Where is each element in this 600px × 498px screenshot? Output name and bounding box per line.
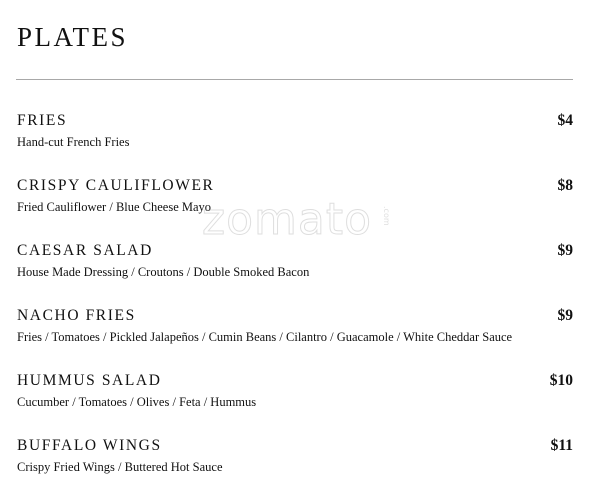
menu-item-hummus-salad — [16, 368, 573, 433]
item-description: House Made Dressing / Croutons / Double Smoked Bacon — [17, 265, 310, 279]
menu-item-crispy-cauliflower — [16, 173, 573, 238]
zomato-watermark-domain: .com — [382, 206, 391, 226]
item-description: Fries / Tomatoes / Pickled Jalapeños / Cumin Beans / Cilantro / Guacamole / White Cheddar Sauce — [17, 330, 513, 344]
item-description: Fried Cauliflower / Blue Cheese Mayo — [17, 200, 212, 214]
item-price: $4 — [557, 112, 573, 129]
menu-item-nacho-fries — [16, 303, 573, 368]
item-price: $10 — [549, 372, 573, 389]
zomato-watermark: zomato — [202, 194, 373, 245]
item-price: $9 — [557, 242, 573, 259]
menu-item-fries — [16, 108, 573, 173]
item-name: BUFFALO WINGS — [17, 437, 162, 454]
item-description: Cucumber / Tomatoes / Olives / Feta / Hummus — [17, 395, 257, 409]
menu-list — [16, 108, 573, 498]
item-price: $9 — [557, 307, 573, 324]
menu-item-caesar-salad — [16, 238, 573, 303]
menu-item-buffalo-wings — [16, 433, 573, 498]
item-price: $8 — [557, 177, 573, 194]
item-name: FRIES — [17, 112, 68, 129]
item-name: HUMMUS SALAD — [17, 372, 162, 389]
item-name: CRISPY CAULIFLOWER — [17, 177, 215, 194]
item-name: CAESAR SALAD — [17, 242, 153, 259]
item-name: NACHO FRIES — [17, 307, 136, 324]
item-description: Crispy Fried Wings / Buttered Hot Sauce — [17, 460, 223, 474]
item-description: Hand-cut French Fries — [17, 135, 130, 149]
section-title: PLATES — [17, 22, 129, 52]
title-divider — [16, 79, 573, 80]
item-price: $11 — [550, 437, 573, 454]
